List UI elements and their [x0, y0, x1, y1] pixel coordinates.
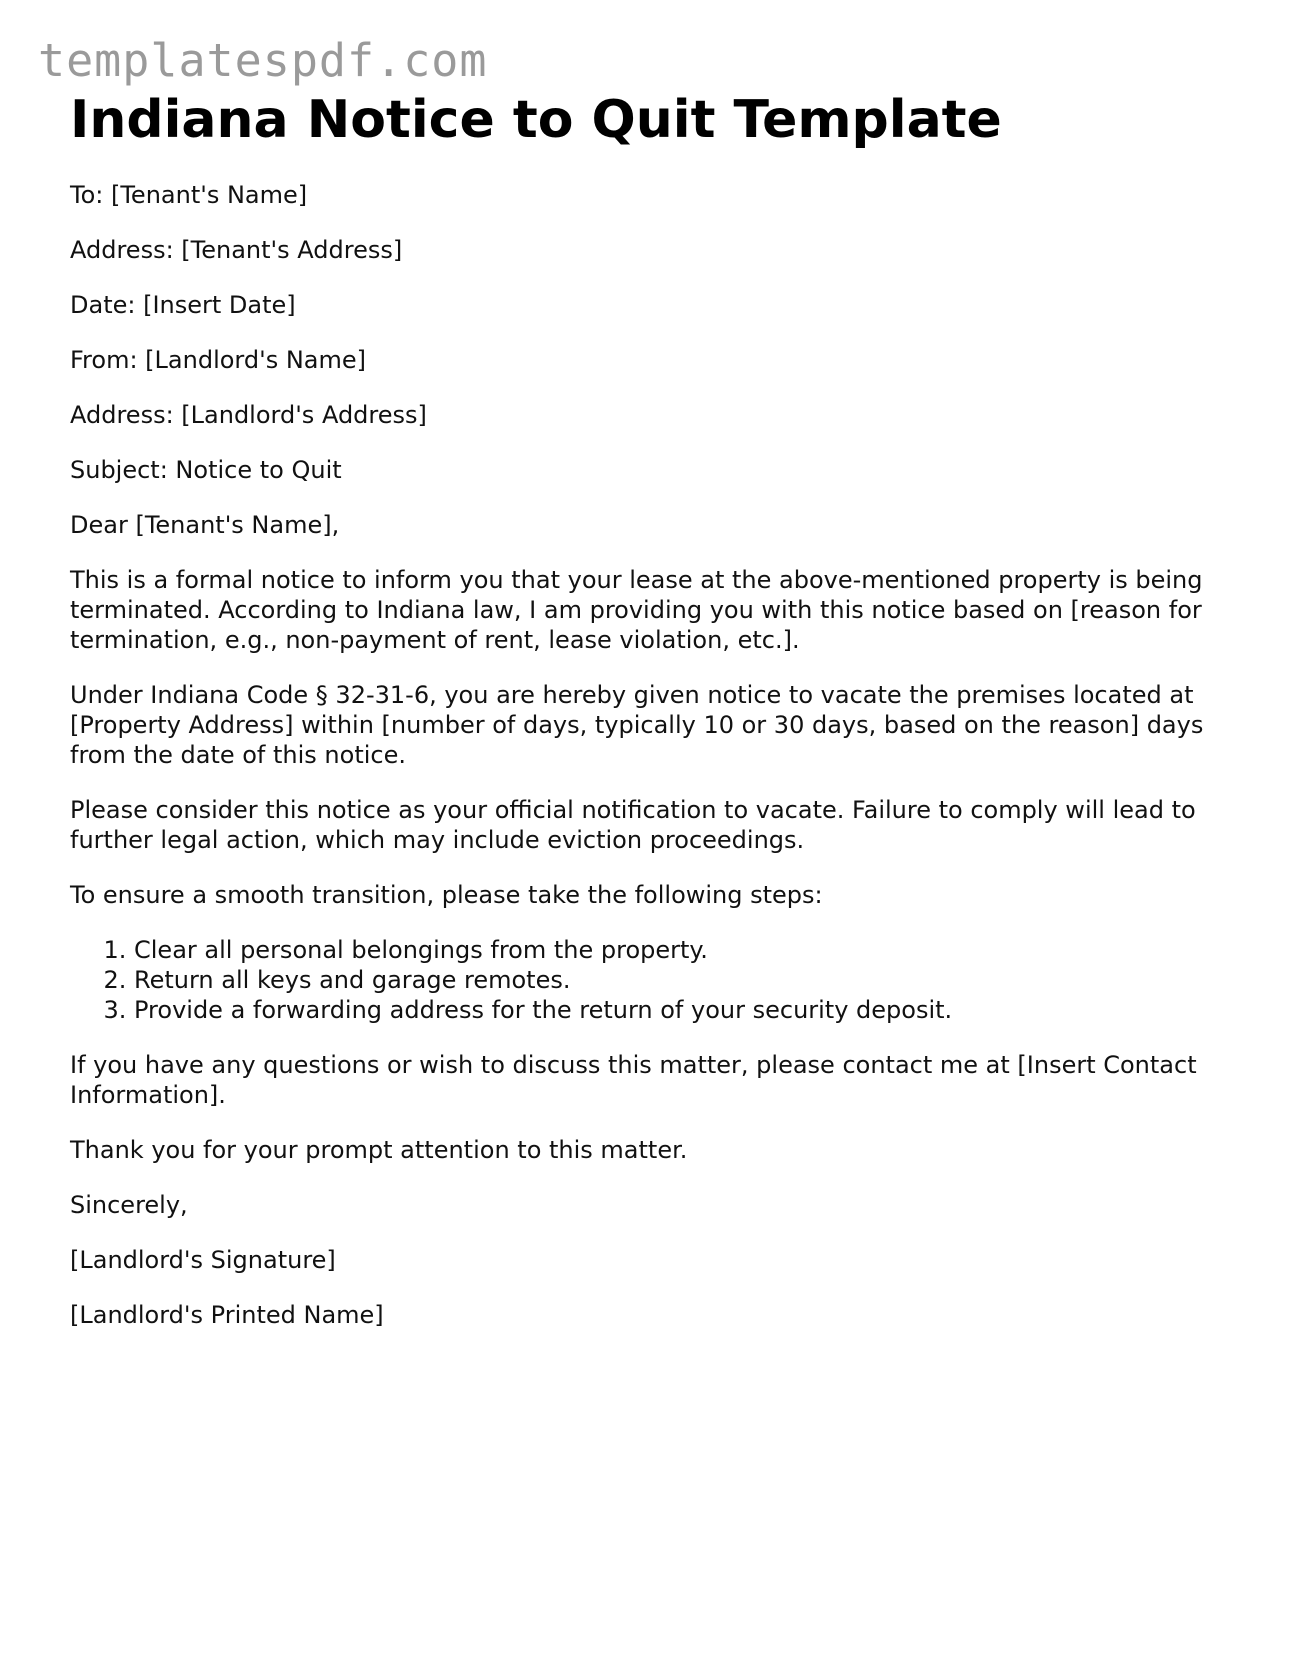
paragraph-contact: If you have any questions or wish to discuss this matter, please contact me at [Insert Contact Information]. [70, 1051, 1197, 1109]
subject-field: Subject: Notice to Quit [70, 456, 342, 484]
paragraph-official-notice: Please consider this notice as your official notification to vacate. Failure to comply will lead to further legal action, which may include eviction proceedings. [70, 796, 1196, 854]
letter-body [70, 180, 1230, 1330]
from-field: From: [Landlord's Name] [70, 346, 366, 374]
paragraph-steps-intro: To ensure a smooth transition, please take the following steps: [70, 881, 823, 909]
steps-list [70, 935, 1230, 1025]
paragraph-legal-code: Under Indiana Code § 32-31-6, you are hereby given notice to vacate the premises located at [Property Address] within [number of days, typically 10 or 30 days, based on the reason] days from the date of this notice. [70, 681, 1204, 769]
list-item: 2. Return all keys and garage remotes. [134, 965, 1230, 995]
salutation: Dear [Tenant's Name], [70, 511, 340, 539]
landlord-address-field: Address: [Landlord's Address] [70, 401, 427, 429]
to-field: To: [Tenant's Name] [70, 181, 308, 209]
signature-placeholder: [Landlord's Signature] [70, 1246, 336, 1274]
watermark-logo: templatespdf.com [38, 34, 488, 87]
printed-name-placeholder: [Landlord's Printed Name] [70, 1301, 384, 1329]
document-title: Indiana Notice to Quit Template [70, 90, 1002, 150]
closing: Sincerely, [70, 1191, 188, 1219]
paragraph-termination: This is a formal notice to inform you that your lease at the above-mentioned property is being terminated. According to Indiana law, I am providing you with this notice based on [reason for termination, e.g., non-payment of rent, lease violation, etc.]. [70, 566, 1203, 654]
paragraph-thanks: Thank you for your prompt attention to this matter. [70, 1136, 688, 1164]
tenant-address-field: Address: [Tenant's Address] [70, 236, 403, 264]
date-field: Date: [Insert Date] [70, 291, 296, 319]
list-item: 3. Provide a forwarding address for the return of your security deposit. [134, 995, 1230, 1025]
list-item: 1. Clear all personal belongings from the property. [134, 935, 1230, 965]
document-page [70, 88, 1230, 1355]
